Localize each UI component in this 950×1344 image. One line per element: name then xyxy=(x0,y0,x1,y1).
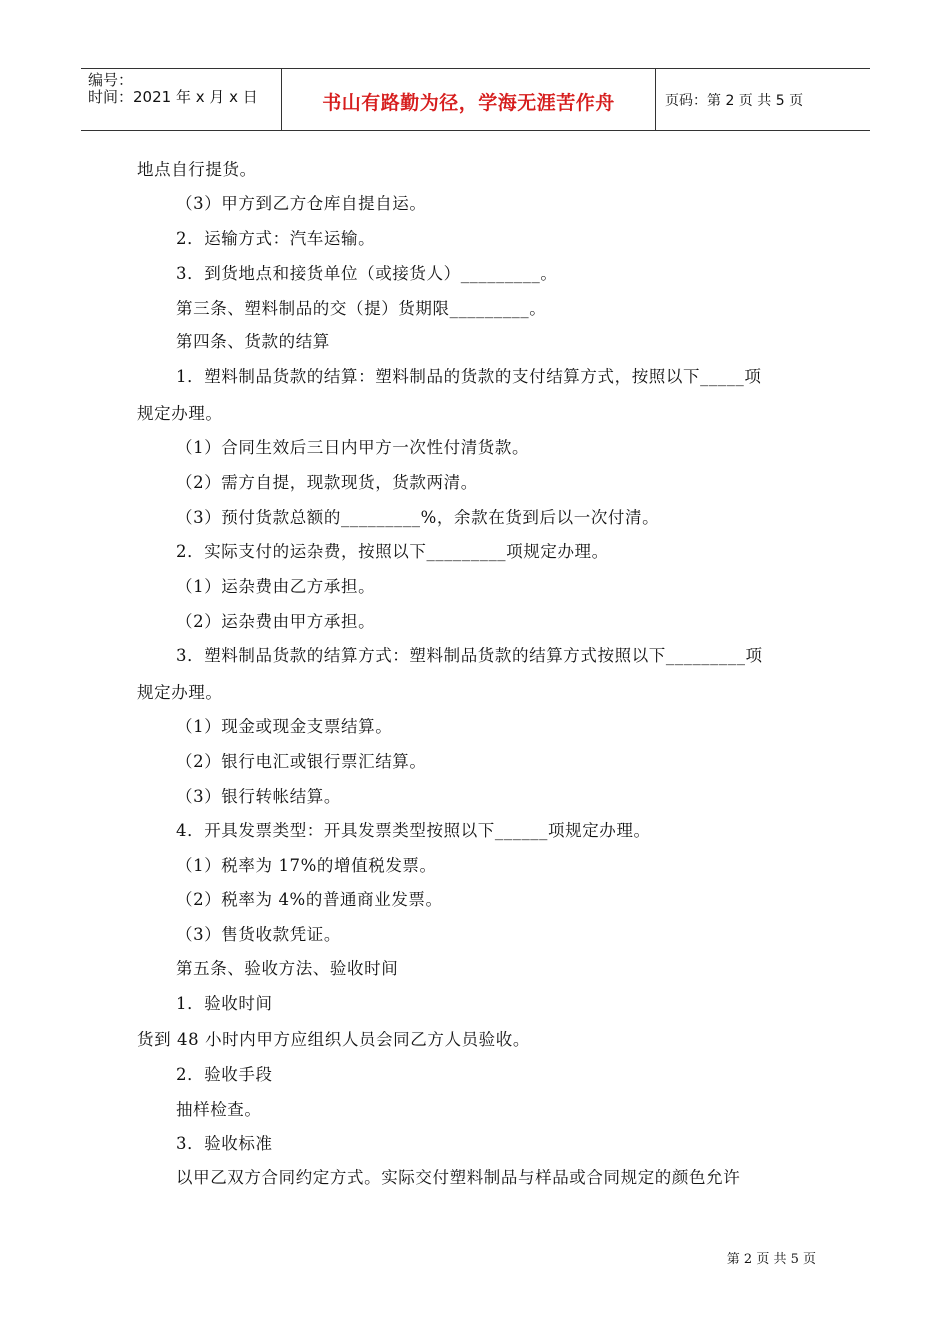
body-line: 规定办理。 xyxy=(137,683,223,702)
body-line: （1）合同生效后三日内甲方一次性付清货款。 xyxy=(176,438,530,457)
body-line: （2）运杂费由甲方承担。 xyxy=(176,612,376,631)
body-line: 1．塑料制品货款的结算：塑料制品的货款的支付结算方式，按照以下_____项 xyxy=(176,367,762,386)
body-line: 第三条、塑料制品的交（提）货期限_________。 xyxy=(176,299,547,318)
body-line: （1）现金或现金支票结算。 xyxy=(176,717,393,736)
body-line: 3．塑料制品货款的结算方式：塑料制品货款的结算方式按照以下_________项 xyxy=(176,646,763,665)
body-line: 第五条、验收方法、验收时间 xyxy=(176,959,399,978)
body-line: 第四条、货款的结算 xyxy=(176,332,330,351)
body-line: 货到 48 小时内甲方应组织人员会同乙方人员验收。 xyxy=(137,1030,530,1049)
body-line: （3）售货收款凭证。 xyxy=(176,925,341,944)
body-line: （1）运杂费由乙方承担。 xyxy=(176,577,376,596)
body-line: 2．运输方式：汽车运输。 xyxy=(176,229,376,248)
body-line: 以甲乙双方合同约定方式。实际交付塑料制品与样品或合同规定的颜色允许 xyxy=(176,1168,741,1187)
body-line: （3）银行转帐结算。 xyxy=(176,787,341,806)
body-line: （2）银行电汇或银行票汇结算。 xyxy=(176,752,427,771)
body-line: （2）税率为 4%的普通商业发票。 xyxy=(176,890,443,909)
body-line: 规定办理。 xyxy=(137,404,223,423)
header-motto: 书山有路勤为径，学海无涯苦作舟 xyxy=(322,92,615,114)
body-line: 1．验收时间 xyxy=(176,994,273,1013)
document-time-label: 时间：2021 年 x 月 x 日 xyxy=(88,88,258,106)
body-line: 3．到货地点和接货单位（或接货人）_________。 xyxy=(176,264,558,283)
body-line: （3）预付货款总额的_________%，余款在货到后以一次付清。 xyxy=(176,508,660,527)
body-line: 2．实际支付的运杂费，按照以下_________项规定办理。 xyxy=(176,542,609,561)
body-line: 3．验收标准 xyxy=(176,1134,273,1153)
document-number-label: 编号： xyxy=(88,71,134,89)
body-line: （3）甲方到乙方仓库自提自运。 xyxy=(176,194,427,213)
body-line: 地点自行提货。 xyxy=(137,160,257,179)
header-page-number: 页码：第 2 页 共 5 页 xyxy=(665,93,804,109)
body-line: （1）税率为 17%的增值税发票。 xyxy=(176,856,437,875)
body-line: （2）需方自提，现款现货，货款两清。 xyxy=(176,473,478,492)
body-line: 4．开具发票类型：开具发票类型按照以下______项规定办理。 xyxy=(176,821,651,840)
body-line: 抽样检查。 xyxy=(176,1100,262,1119)
body-line: 2．验收手段 xyxy=(176,1065,273,1084)
page-footer: 第 2 页 共 5 页 xyxy=(726,1252,816,1267)
